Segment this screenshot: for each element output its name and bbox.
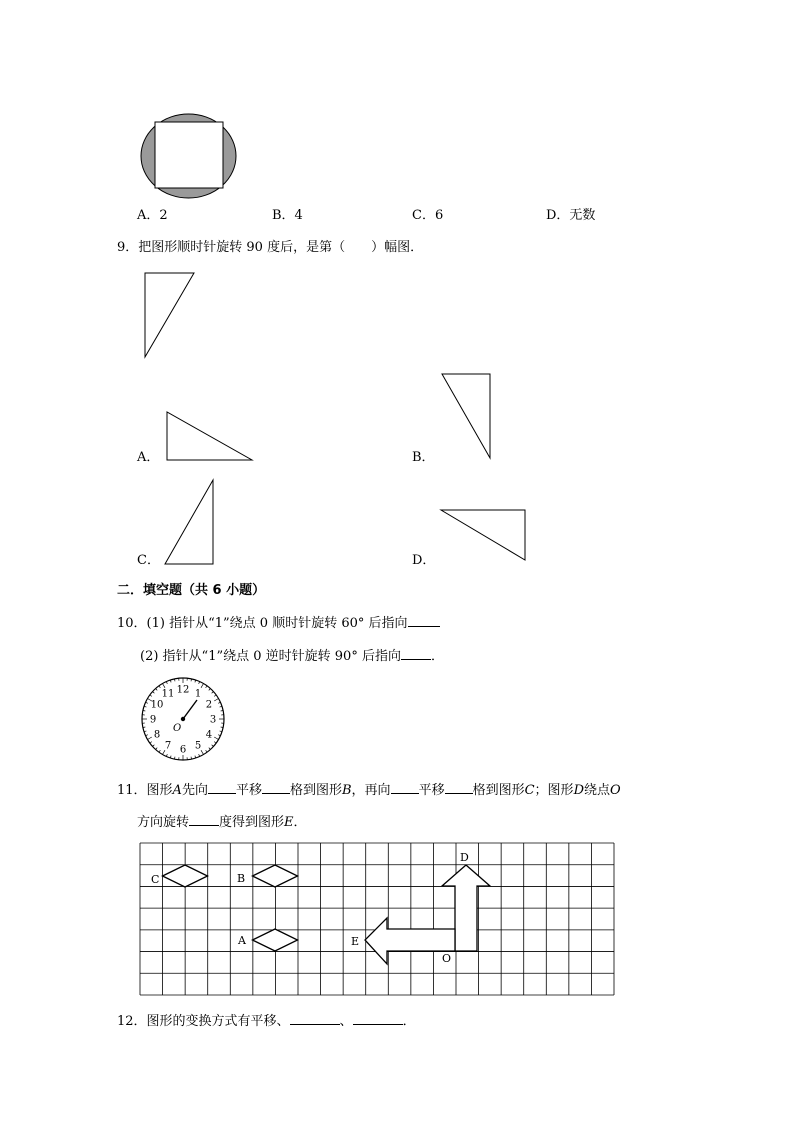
grid-lines [140,843,614,995]
q11-grid-figure [140,843,614,995]
q9-option-b-label: B． [412,450,435,465]
clock-number: 12 [176,684,190,696]
q11-text-6: 平移 [418,783,445,798]
q9-option-a-label: A． [137,450,160,465]
q11-label-b: B [341,783,352,798]
clock-number: 10 [150,699,164,711]
q11-text-9: 绕点 [584,783,611,798]
q11-line2 [137,813,307,831]
clock-number: 9 [149,714,157,726]
clock-number: 5 [194,740,202,752]
q10-line2 [140,647,444,665]
clock-number: 2 [205,699,213,711]
q12-blank-1[interactable] [290,1012,340,1025]
q11-blank-2[interactable] [262,781,290,794]
q10-line2-text: (2) 指针从“1”绕点 0 逆时针旋转 90° 后指向 [140,649,401,664]
q11-text-10: 方向旋转 [137,815,190,830]
clock-number: 1 [194,688,202,700]
q9-original-triangle [140,270,200,362]
grid-label-c: C [151,873,160,886]
q8-option-b: B．4 [272,208,303,223]
q8-square [155,122,223,188]
clock-number: 11 [161,688,175,700]
q11-text-2: 先向 [181,783,208,798]
section-2-title: 二．填空题（共 6 小题） [117,583,266,598]
q8-option-d: D．无数 [546,208,596,223]
q9-option-c-label: C． [137,553,160,568]
grid-label-e: E [351,935,360,948]
q11-blank-4[interactable] [445,781,473,794]
diamond-a [253,929,298,951]
q10-blank-1[interactable] [408,614,440,627]
q11-text-12: ． [293,815,307,830]
q11-text-8: ；图形 [534,783,574,798]
q11-text-7: 格到图形 [472,783,525,798]
clock-number: 3 [209,714,217,726]
q12-sep: 、 [339,1014,353,1029]
q11-text-1: 11．图形 [117,783,173,798]
q9-option-d-label: D． [412,553,436,568]
grid-label-d: D [460,851,469,864]
diamond-b [253,865,298,887]
q11-text-4: 格到图形 [289,783,342,798]
clock-number: 4 [205,729,213,741]
q10-line1-text: 10．(1) 指针从“1”绕点 0 顺时针旋转 60° 后指向 [117,616,408,631]
grid-label-o: O [442,952,452,965]
q10-blank-2[interactable] [401,647,431,660]
q11-blank-3[interactable] [391,781,419,794]
q9-option-b-triangle [436,368,496,463]
grid-label-a: A [238,934,246,947]
q11-line1 [117,781,621,799]
q10-clock-figure [140,676,226,762]
q11-label-c: C [524,783,535,798]
q11-text-11: 度得到图形 [219,815,285,830]
q11-blank-1[interactable] [208,781,236,794]
q12-text: 12．图形的变换方式有平移、 [117,1014,290,1029]
q10-line2-end: ． [430,649,444,664]
clock-number: 8 [153,729,161,741]
q11-label-e: E [284,815,294,830]
clock-center-dot [181,717,185,721]
q11-label-a: A [172,783,182,798]
q10-line1 [117,614,440,632]
q12-blank-2[interactable] [353,1012,403,1025]
clock-number: 7 [164,740,172,752]
q11-label-o: O [610,783,621,798]
grid-label-b: B [237,872,246,885]
clock-center-label: O [173,723,182,734]
q9-option-d-triangle [436,505,536,565]
diamond-c [163,865,208,887]
q12-line [117,1012,416,1030]
q11-text-3: 平移 [235,783,262,798]
q9-option-a-triangle [160,405,260,465]
q9-stem: 9．把图形顺时针旋转 90 度后，是第（ ）幅图． [117,240,424,255]
q11-label-d: D [573,783,584,798]
q12-end: ． [402,1014,416,1029]
q9-option-c-triangle [160,475,220,570]
clock-number: 6 [179,744,187,756]
q8-option-a: A．2 [137,208,168,223]
q8-circle-square-figure [140,113,238,199]
q11-blank-5[interactable] [189,813,219,826]
q11-text-5: ，再向 [351,783,391,798]
q8-option-c: C．6 [412,208,444,223]
